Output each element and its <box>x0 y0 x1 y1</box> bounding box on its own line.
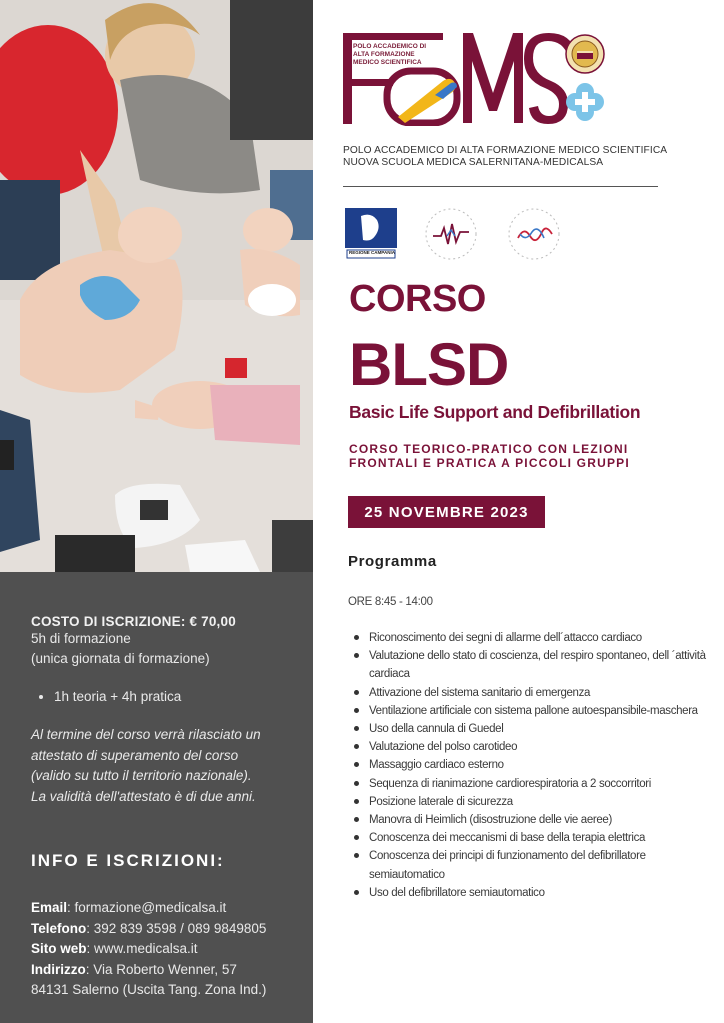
address-row <box>31 960 283 981</box>
list-item: Conoscenza dei meccanismi di base della terapia elettrica <box>348 829 718 847</box>
list-item: Posizione laterale di sicurezza <box>348 793 718 811</box>
email-row[interactable] <box>31 898 283 919</box>
contact-block <box>31 898 283 1001</box>
course-title: BLSD <box>349 331 509 398</box>
note-line: La validità dell'attestato è di due anni. <box>31 788 256 804</box>
website-value[interactable]: : www.medicalsa.it <box>86 941 198 956</box>
duration-text: 5h di formazione <box>31 631 131 646</box>
scuola-medica-logo <box>423 206 479 262</box>
list-item: Valutazione dello stato di coscienza, del respiro spontaneo, dell ´attività cardiaca <box>348 647 718 683</box>
regione-label: REGIONE CAMPANIA <box>349 250 395 255</box>
email-value[interactable]: : formazione@medicalsa.it <box>67 900 227 915</box>
course-label: CORSO <box>349 278 486 320</box>
cpr-training-photo <box>0 0 313 572</box>
program-hours: ORE 8:45 - 14:00 <box>348 596 433 608</box>
note-line: (valido su tutto il territorio nazionale). <box>31 768 252 783</box>
professioni-sanitarie-logo <box>506 206 562 262</box>
list-item: Manovra di Heimlich (disostruzione delle vie aeree) <box>348 811 718 829</box>
phone-row[interactable] <box>31 919 283 940</box>
course-column <box>313 0 724 1023</box>
course-description-line2: FRONTALI E PRATICA A PICCOLI GRUPPI <box>349 456 630 470</box>
course-description-line1: CORSO TEORICO-PRATICO CON LEZIONI <box>349 442 629 456</box>
duration-note: (unica giornata di formazione) <box>31 651 210 666</box>
program-title: Programma <box>348 553 437 570</box>
list-item: Uso della cannula di Guedel <box>348 720 718 738</box>
program-list <box>348 629 718 902</box>
info-panel <box>0 572 313 1023</box>
list-item: Uso del defibrillatore semiautomatico <box>348 884 718 902</box>
list-item: Riconoscimento dei segni di allarme dell´attacco cardiaco <box>348 629 718 647</box>
phone-label: Telefono <box>31 920 87 936</box>
school-name: NUOVA SCUOLA MEDICA SALERNITANA-MEDICALSA <box>343 157 604 168</box>
note-line: attestato di superamento del corso <box>31 747 239 763</box>
address-value: : Via Roberto Wenner, 57 <box>85 961 237 977</box>
divider <box>343 186 658 187</box>
note-line: Al termine del corso verrà rilasciato un <box>31 727 261 742</box>
hours-list <box>54 687 283 707</box>
university-seal-icon <box>565 34 605 74</box>
website-label: Sito web <box>31 941 87 956</box>
phone-value[interactable]: : 392 839 3598 / 089 9849805 <box>86 920 267 936</box>
cost-title: COSTO DI ISCRIZIONE: € 70,00 <box>31 614 236 629</box>
address-line2: 84131 Salerno (Uscita Tang. Zona Ind.) <box>31 982 267 997</box>
date-badge: 25 NOVEMBRE 2023 <box>348 496 545 528</box>
certificate-note <box>31 725 283 807</box>
list-item: Valutazione del polso carotideo <box>348 738 718 756</box>
academy-name: POLO ACCADEMICO DI ALTA FORMAZIONE MEDICO SCIENTIFICA <box>343 145 668 156</box>
address-label: Indirizzo <box>31 961 86 977</box>
info-title: INFO E ISCRIZIONI: <box>31 851 225 870</box>
logo-caption: POLO ACCADEMICO DI ALTA FORMAZIONE MEDICO SCIENTIFICA <box>353 43 427 66</box>
list-item: Attivazione del sistema sanitario di emergenza <box>348 684 718 702</box>
website-row[interactable] <box>31 939 283 960</box>
list-item: Ventilazione artificiale con sistema pallone autoespansibile-maschera <box>348 702 718 720</box>
email-label: Email <box>31 900 68 915</box>
course-subtitle: Basic Life Support and Defibrillation <box>349 402 641 422</box>
list-item: Massaggio cardiaco esterno <box>348 756 718 774</box>
list-item: Conoscenza dei principi di funzionamento del defibrillatore semiautomatico <box>348 847 718 883</box>
list-item: Sequenza di rianimazione cardiorespiratoria a 2 soccorritori <box>348 775 718 793</box>
list-item: • 1h teoria + 4h pratica <box>54 687 283 707</box>
medical-cross-icon <box>565 82 605 122</box>
